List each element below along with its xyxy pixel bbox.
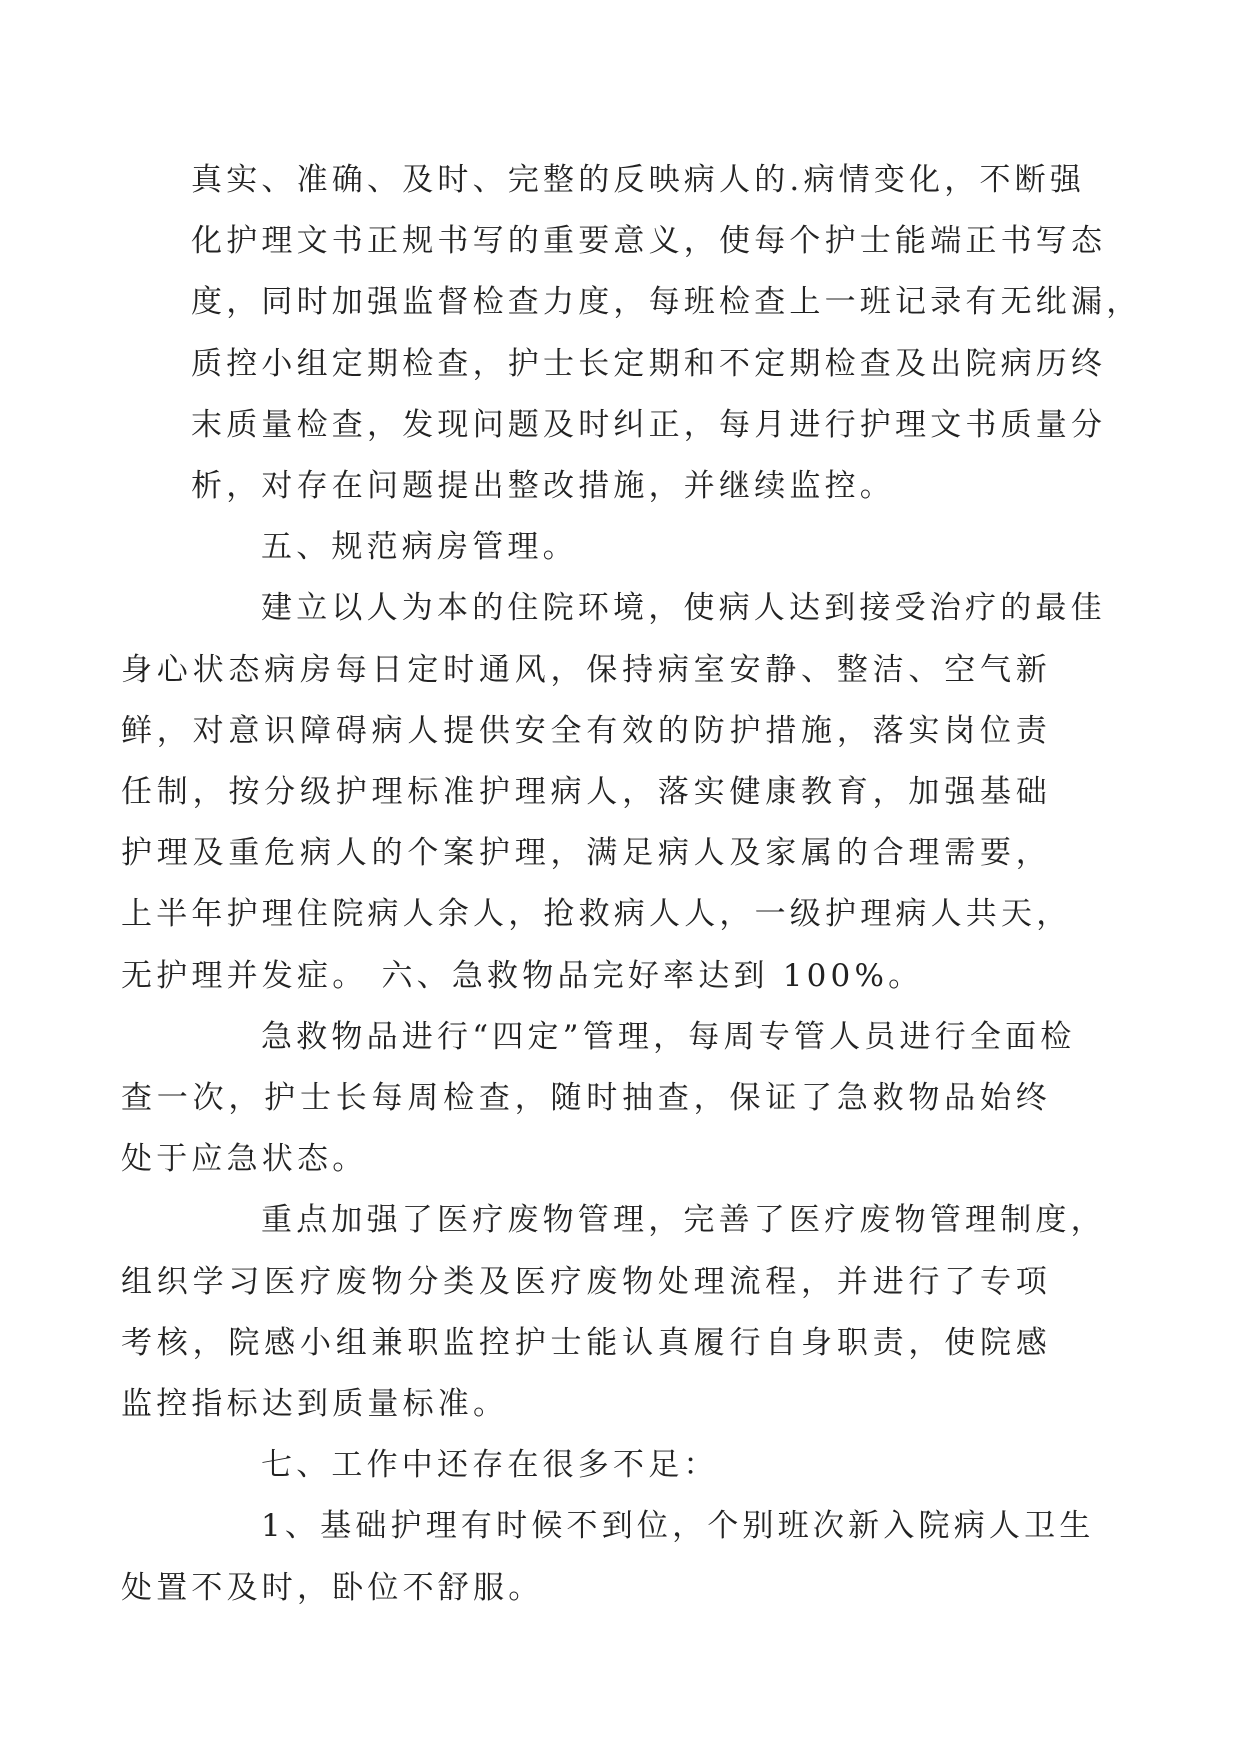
text-line: 鲜，对意识障碍病人提供安全有效的防护措施，落实岗位责 [121, 712, 1051, 749]
text-line: 护理及重危病人的个案护理，满足病人及家属的合理需要， [121, 835, 1051, 872]
text-line: 考核，院感小组兼职监控护士能认真履行自身职责，使院感 [121, 1324, 1051, 1361]
paragraph-ward-environment [121, 578, 1106, 1006]
document-body [121, 150, 1142, 1619]
text-line: 1、基础护理有时候不到位，个别班次新入院病人卫生 [261, 1508, 1095, 1545]
text-line: 度，同时加强监督检查力度，每班检查上一班记录有无纰漏， [191, 284, 1142, 321]
text-line: 无护理并发症。 六、急救物品完好率达到 100%。 [121, 957, 924, 994]
section-heading-shortcomings [191, 1435, 1051, 1496]
paragraph-medical-waste [121, 1190, 1106, 1435]
text-line: 处于应急状态。 [121, 1141, 368, 1178]
text-line: 急救物品进行“四定”管理，每周专管人员进行全面检 [261, 1018, 1076, 1055]
text-line: 末质量检查，发现问题及时纠正，每月进行护理文书质量分 [191, 406, 1107, 443]
text-line: 处置不及时，卧位不舒服。 [121, 1569, 544, 1606]
text-line: 建立以人为本的住院环境，使病人达到接受治疗的最佳 [261, 590, 1106, 627]
paragraph-records [191, 150, 1142, 517]
text-line: 质控小组定期检查，护士长定期和不定期检查及出院病历终 [191, 345, 1107, 382]
text-line: 任制，按分级护理标准护理病人，落实健康教育，加强基础 [121, 774, 1051, 811]
section-heading-ward-management [191, 517, 1051, 578]
text-line: 监控指标达到质量标准。 [121, 1386, 509, 1423]
text-line: 组织学习医疗废物分类及医疗废物处理流程，并进行了专项 [121, 1263, 1051, 1300]
text-line: 查一次，护士长每周检查，随时抽查，保证了急救物品始终 [121, 1080, 1051, 1117]
text-line: 重点加强了医疗废物管理，完善了医疗废物管理制度， [261, 1202, 1106, 1239]
text-line: 身心状态病房每日定时通风，保持病室安静、整洁、空气新 [121, 651, 1051, 688]
text-line: 七、工作中还存在很多不足： [261, 1447, 719, 1484]
text-line: 化护理文书正规书写的重要意义，使每个护士能端正书写态 [191, 223, 1107, 260]
paragraph-shortcoming-1 [121, 1496, 1095, 1618]
paragraph-emergency-supplies [121, 1007, 1076, 1191]
text-line: 析，对存在问题提出整改措施，并继续监控。 [191, 468, 895, 505]
text-line: 上半年护理住院病人余人，抢救病人人，一级护理病人共天， [121, 896, 1072, 933]
text-line: 真实、准确、及时、完整的反映病人的.病情变化，不断强 [191, 162, 1086, 198]
text-line: 五、规范病房管理。 [261, 529, 578, 566]
